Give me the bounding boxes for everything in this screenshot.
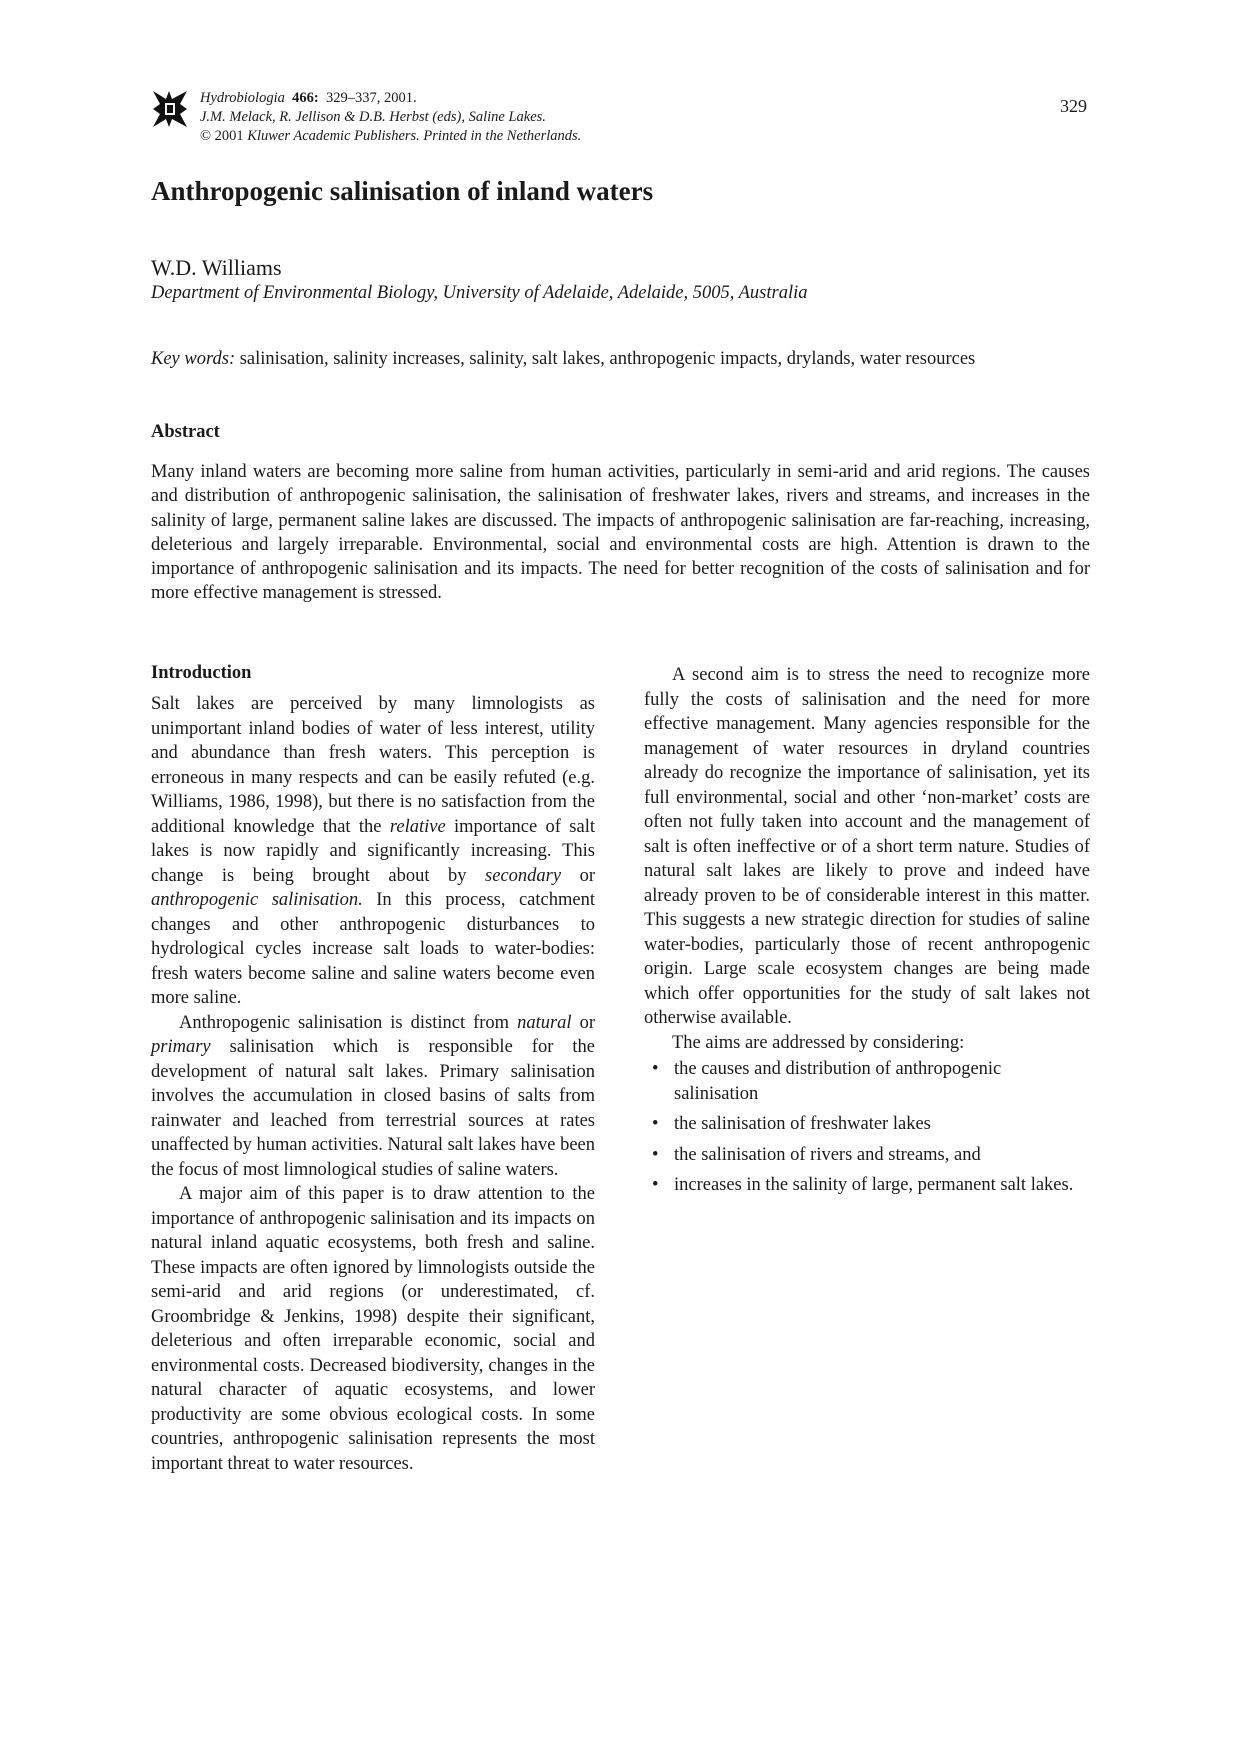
keywords-label: Key words:	[151, 349, 236, 369]
journal-volume: 466:	[292, 90, 319, 106]
copyright-year: © 2001	[200, 128, 244, 144]
intro-paragraph-2: Anthropogenic salinisation is distinct from natural or primary salinisation which is responsible for the development of natural salt lakes. Primary salinisation involves the accumulation in closed basins of salts from rainwater and leached from terrestrial sources at rates unaffected by human activities. Natural salt lakes have been the focus of most limnological studies of saline waters.	[151, 1012, 596, 1180]
page-number: 329	[1060, 96, 1087, 116]
right-column	[644, 663, 1090, 1204]
keywords-list: salinisation, salinity increases, salinity, salt lakes, anthropogenic impacts, drylands, water resources	[239, 349, 976, 369]
aims-list	[644, 1057, 1090, 1198]
publisher-logo-icon	[151, 89, 189, 129]
journal-pages: 329–337, 2001.	[325, 90, 417, 106]
abstract-heading: Abstract	[151, 422, 220, 442]
list-item: • the salinisation of rivers and streams, and	[644, 1143, 1090, 1168]
intro-paragraph-4: A second aim is to stress the need to recognize more fully the costs of salinisation and the need for more effective management. Many agencies responsible for the management of water resources in dryland countries already do recognize the importance of salinisation, yet its full environmental, social and other ‘non-market’ costs are often not fully taken into account and the management of salt is often ineffective or of a short term nature. Studies of natural salt lakes are likely to prove and indeed have already proven to be of considerable interest in this matter. This suggests a new strategic direction for studies of saline water-bodies, particularly those of recent anthropogenic origin. Large scale ecosystem changes are being made which offer opportunities for the study of salt lakes not otherwise available.	[644, 665, 1090, 1028]
journal-editors: J.M. Melack, R. Jellison & D.B. Herbst (eds), Saline Lakes.	[200, 109, 546, 125]
bullet-icon: •	[652, 1144, 659, 1165]
journal-citation	[200, 89, 581, 108]
bullet-icon: •	[652, 1059, 659, 1079]
bullet-icon: •	[652, 1114, 659, 1134]
article-author: W.D. Williams	[151, 255, 282, 280]
author-affiliation: Department of Environmental Biology, University of Adelaide, Adelaide, 5005, Australia	[151, 283, 808, 303]
journal-copyright	[200, 127, 581, 146]
abstract-text: Many inland waters are becoming more saline from human activities, particularly in semi-arid and arid regions. The causes and distribution of anthropogenic salinisation, the salinisation of freshwater lakes, rivers and streams, and increases in the salinity of large, permanent saline lakes are discussed. The impacts of anthropogenic salinisation are far-reaching, increasing, deleterious and largely irreparable. Environmental, social and environmental costs are high. Attention is drawn to the importance of anthropogenic salinisation and its impacts. The need for better recognition of the costs of salinisation and for more effective management is stressed.	[151, 462, 1090, 604]
list-item: • the causes and distribution of anthropogenic salinisation	[652, 1059, 1002, 1104]
list-item: • the salinisation of freshwater lakes	[644, 1112, 1090, 1137]
list-item: • increases in the salinity of large, permanent salt lakes.	[644, 1173, 1090, 1198]
journal-header	[200, 89, 581, 146]
bullet-icon: •	[652, 1175, 659, 1195]
article-title: Anthropogenic salinisation of inland waters	[151, 176, 654, 206]
left-column	[151, 692, 595, 1476]
publisher-name: Kluwer Academic Publishers. Printed in the Netherlands.	[247, 128, 582, 144]
intro-paragraph-5: The aims are addressed by considering:	[672, 1032, 965, 1053]
journal-name: Hydrobiologia	[200, 90, 285, 106]
keywords	[151, 349, 975, 370]
introduction-heading: Introduction	[151, 663, 252, 683]
intro-paragraph-1: Salt lakes are perceived by many limnologists as unimportant inland bodies of water of less interest, utility and abundance than fresh waters. This perception is erroneous in many respects and can be easily refuted (e.g. Williams, 1986, 1998), but there is no satisfaction from the additional knowledge that the relative importance of salt lakes is now rapidly and significantly increasing. This change is being brought about by secondary or anthropogenic salinisation. In this process, catchment changes and other anthropogenic disturbances to hydrological cycles increase salt loads to water-bodies: fresh waters become saline and saline waters become even more saline.	[151, 694, 595, 1008]
intro-paragraph-3: A major aim of this paper is to draw attention to the importance of anthropogenic salinisation and its impacts on natural inland aquatic ecosystems, both fresh and saline. These impacts are often ignored by limnologists outside the semi-arid and arid regions (or underestimated, cf. Groombridge & Jenkins, 1998) despite their significant, deleterious and often irreparable economic, social and environmental costs. Decreased biodiversity, changes in the natural character of aquatic ecosystems, and lower productivity are some obvious ecological costs. In some countries, anthropogenic salinisation represents the most important threat to water resources.	[151, 1184, 595, 1474]
